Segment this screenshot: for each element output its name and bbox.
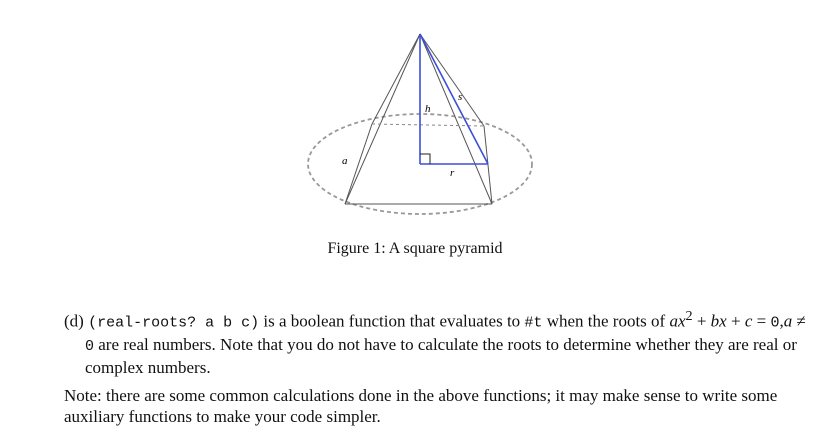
item-d [64, 306, 812, 378]
eq-exp: 2 [685, 308, 693, 324]
base-edge-right [484, 126, 492, 204]
item-d-text [64, 306, 812, 378]
item-d-text-3: are real numbers. Note that you do not have to calculate the roots to determine whether they are real or complex numbers. [85, 334, 797, 377]
label-a: a [342, 155, 348, 167]
eq-plus-1: + [692, 311, 711, 331]
eq-zero-2: 0 [85, 337, 95, 355]
right-angle-mark [420, 154, 430, 164]
figure-caption: Figure 1: A square pyramid [327, 240, 503, 257]
pyramid-edge [345, 34, 420, 204]
eq-b: bx [710, 311, 727, 331]
eq-c: c [744, 311, 753, 331]
base-edge-left [345, 124, 372, 204]
item-d-text-1: is a boolean function that evaluates to [259, 311, 525, 331]
label-s: s [458, 91, 463, 103]
true-literal: #t [524, 314, 543, 332]
item-d-text-2: when the roots of [542, 311, 670, 331]
slant-line [420, 34, 488, 164]
function-signature: (real-roots? a b c) [88, 314, 260, 332]
label-h: h [425, 103, 431, 115]
pyramid-edge [420, 34, 492, 204]
eq-a2: a [783, 311, 793, 331]
eq-zero: 0 [770, 314, 780, 332]
label-r: r [450, 167, 455, 179]
eq-neq: ≠ [792, 311, 806, 331]
eq-a: ax [669, 311, 686, 331]
eq-equals: = [752, 311, 771, 331]
eq-comma: , [779, 311, 784, 331]
eq-plus-2: + [726, 311, 741, 331]
item-marker: (d) [64, 311, 84, 331]
pyramid-figure [300, 22, 540, 222]
pyramid-edge [372, 34, 420, 124]
note-paragraph: Note: there are some common calculations done in the above functions; it may make sense to write some auxiliary functions to make your code simpler. [64, 386, 778, 426]
